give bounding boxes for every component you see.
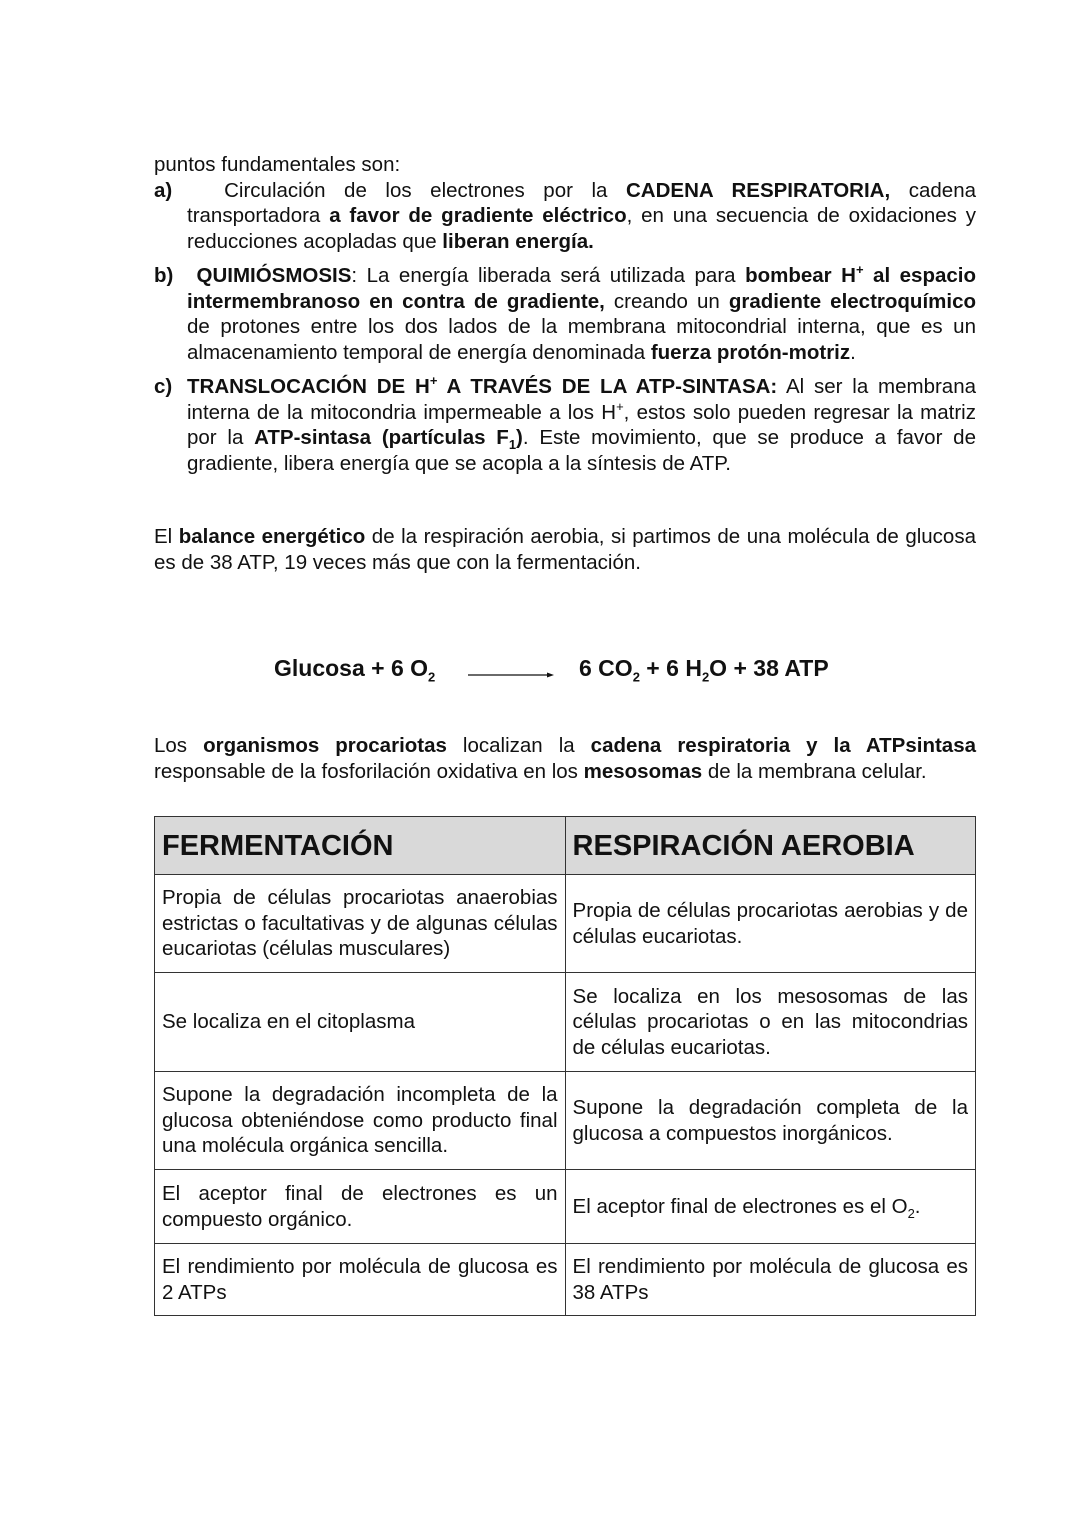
- item-label: b): [154, 264, 174, 287]
- table-cell: El rendimiento por molécula de glucosa es 2 ATPs: [155, 1244, 566, 1316]
- table-row: [155, 1072, 976, 1170]
- list-item-c: c) TRANSLOCACIÓN DE H+ A TRAVÉS DE LA ATP-SINTASA: Al ser la membrana interna de la mitocondria impermeable a los H+, estos solo pueden regresar la matriz por la ATP-sintasa (partículas $F_1$). Este movimiento, que se produce a favor de gradiente, libera energía que se acopla a la síntesis de ATP.: [154, 373, 977, 475]
- table-cell: Supone la degradación completa de la glucosa a compuestos inorgánicos.: [565, 1072, 975, 1170]
- table-cell: Se localiza en el citoplasma: [155, 973, 566, 1072]
- table-cell: El rendimiento por molécula de glucosa es 38 ATPs: [565, 1244, 975, 1316]
- list-item-a: a) Circulación de los electrones por la CADENA RESPIRATORIA, cadena transportadora a favor de gradiente eléctrico, en una secuencia de oxidaciones y reducciones acopladas que liberan energía.: [154, 178, 976, 253]
- item-label: c): [154, 375, 173, 398]
- reaction-arrow-icon: [468, 670, 554, 680]
- table-row: [155, 1244, 976, 1316]
- table-row: [155, 973, 976, 1072]
- table-cell: Propia de células procariotas anaerobias estrictas o facultativas y de algunas células eucariotas (células musculares): [155, 875, 566, 973]
- intro-line: puntos fundamentales son:: [154, 153, 401, 176]
- table-cell: El aceptor final de electrones es un compuesto orgánico.: [155, 1170, 566, 1244]
- table-row: [155, 1170, 976, 1244]
- table-cell: Propia de células procariotas aerobias y de células eucariotas.: [565, 875, 975, 973]
- equation-reactants: Glucosa + 6 $O_2$: [274, 655, 436, 685]
- table-header-row: [155, 817, 976, 875]
- list-item-b: b) QUIMIÓSMOSIS: La energía liberada será utilizada para bombear H+ al espacio intermembranoso en contra de gradiente, creando un gradiente electroquímico de protones entre los dos lados de la membrana mitocondrial interna, que es un almacenamiento temporal de energía denominada fuerza protón-motriz.: [154, 262, 976, 364]
- respiration-equation: [154, 650, 976, 690]
- table-cell: Se localiza en los mesosomas de las células procariotas o en las mitocondrias de células eucariotas.: [565, 973, 975, 1072]
- energy-balance-paragraph: El balance energético de la respiración aerobia, si partimos de una molécula de glucosa es de 38 ATP, 19 veces más que con la fermentación.: [154, 525, 976, 574]
- table-cell: El aceptor final de electrones es el $O_2$.: [565, 1170, 975, 1244]
- equation-products: 6 $CO_2 + 6$ $H_2O + 38$ ATP: [579, 655, 829, 685]
- header-aerobic-respiration: RESPIRACIÓN AEROBIA: [565, 817, 975, 875]
- document-page: [154, 152, 977, 1304]
- comparison-table: [154, 816, 976, 1316]
- header-fermentation: FERMENTACIÓN: [155, 817, 566, 875]
- item-label: a): [154, 178, 173, 202]
- table-cell: Supone la degradación incompleta de la glucosa obteniéndose como producto final una molécula orgánica sencilla.: [155, 1072, 566, 1170]
- table-row: [155, 875, 976, 973]
- prokaryotes-paragraph: Los organismos procariotas localizan la cadena respiratoria y la ATPsintasa responsable de la fosforilación oxidativa en los mesosomas de la membrana celular.: [154, 734, 977, 783]
